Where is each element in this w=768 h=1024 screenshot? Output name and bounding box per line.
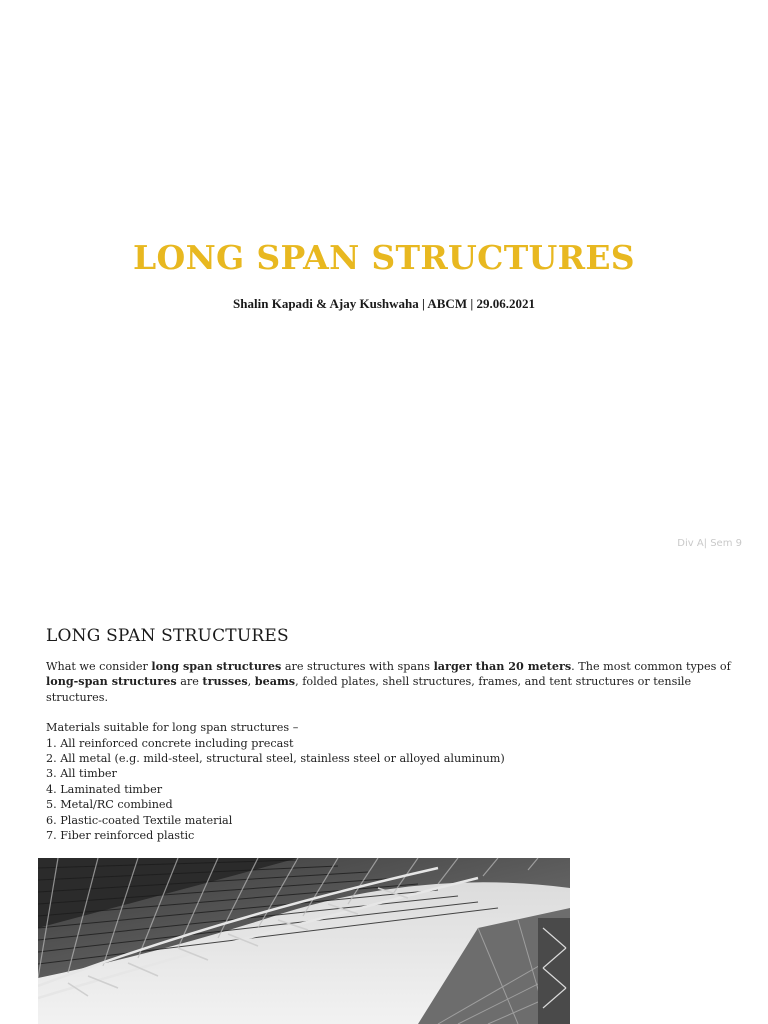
roof-truss-image xyxy=(38,858,570,1024)
intro-text: are xyxy=(176,675,203,689)
material-item: 1. All reinforced concrete including precast xyxy=(46,736,294,750)
slide-footer: Div A| Sem 9 xyxy=(677,538,742,549)
intro-text: What we consider xyxy=(46,660,152,673)
intro-bold-text: beams xyxy=(254,674,296,689)
intro-text: , xyxy=(247,675,255,689)
material-item: 7. Fiber reinforced plastic xyxy=(46,829,195,843)
material-item: 3. All timber xyxy=(46,767,117,781)
material-item: 4. Laminated timber xyxy=(46,782,163,796)
content-page xyxy=(46,626,736,843)
intro-text: , folded plates, shell structures, frames, and tent structures or tensile structures. xyxy=(46,675,692,704)
paragraph-spacer xyxy=(46,705,736,720)
slide-title: LONG SPAN STRUCTURES xyxy=(133,238,635,277)
long-span-roof-photo xyxy=(38,858,570,1024)
slide-subtitle: Shalin Kapadi & Ajay Kushwaha | ABCM | 29.06.2021 xyxy=(233,296,535,311)
material-item: 2. All metal (e.g. mild-steel, structural steel, stainless steel or alloyed aluminum) xyxy=(46,752,505,766)
intro-text: . The most common types of xyxy=(571,660,731,673)
intro-paragraph xyxy=(46,659,736,705)
intro-bold-text: larger than 20 meters xyxy=(433,659,572,673)
materials-list xyxy=(46,736,736,844)
material-item: 5. Metal/RC combined xyxy=(46,798,173,812)
section-heading: LONG SPAN STRUCTURES xyxy=(46,626,289,646)
intro-bold-text: trusses xyxy=(202,674,248,689)
material-item: 6. Plastic-coated Textile material xyxy=(46,813,233,827)
intro-bold-text: long-span structures xyxy=(46,674,177,689)
materials-intro: Materials suitable for long span structures – xyxy=(46,721,299,735)
intro-bold-text: long span structures xyxy=(151,659,282,673)
intro-text: are structures with spans xyxy=(281,660,434,673)
